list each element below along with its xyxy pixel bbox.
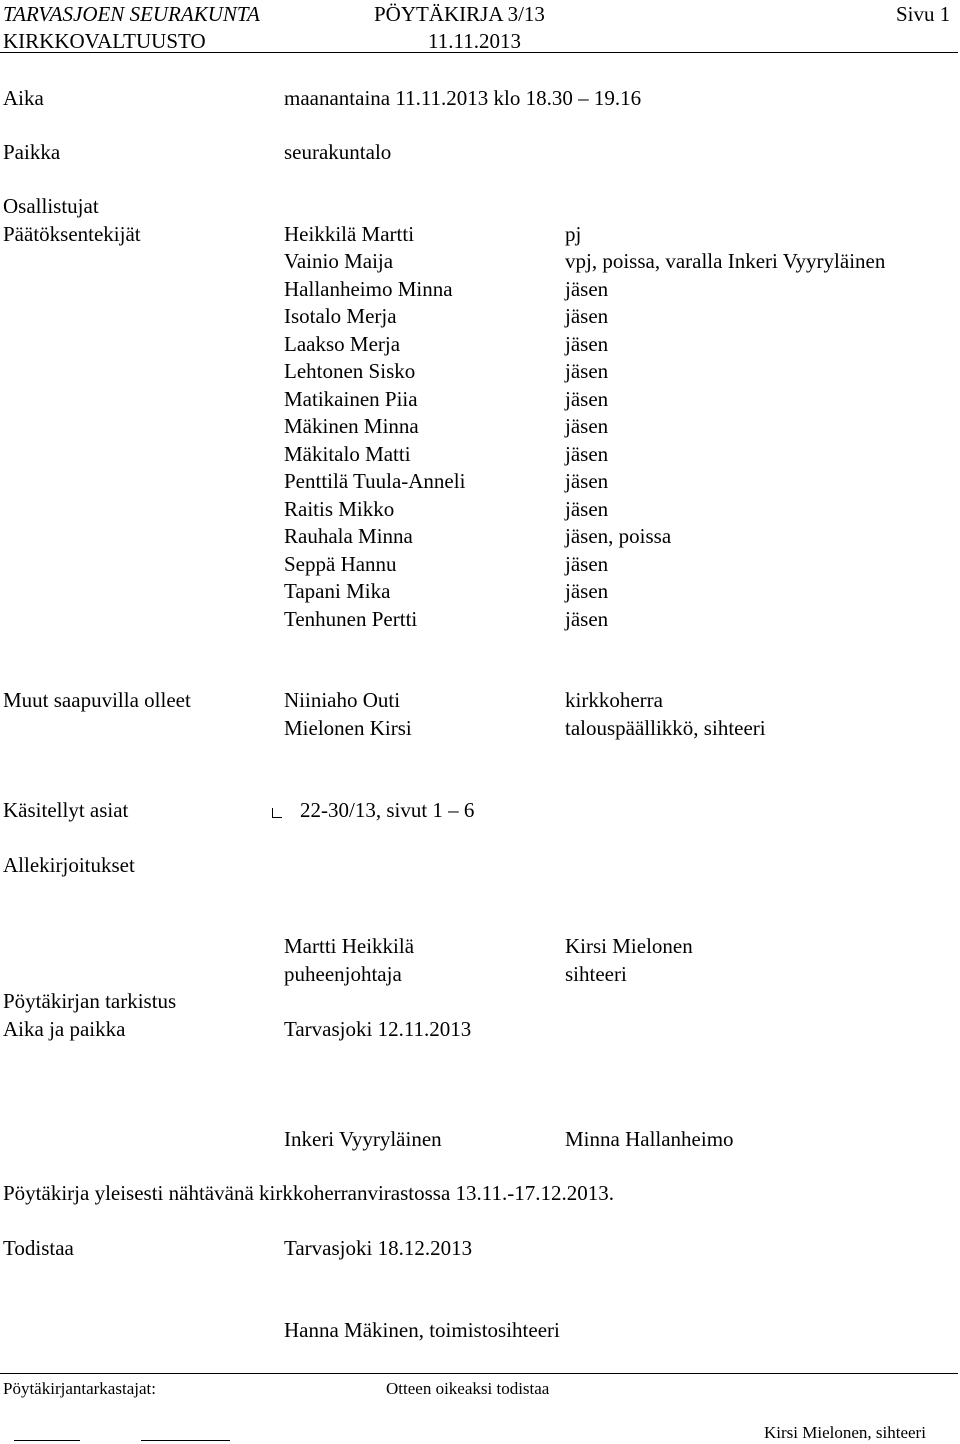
document-type: PÖYTÄKIRJA 3/13	[374, 2, 545, 26]
certified-label: Otteen oikeaksi todistaa	[386, 1379, 550, 1398]
member-role: jäsen, poissa	[565, 524, 672, 548]
member-role: jäsen	[565, 607, 609, 631]
member-role: jäsen	[565, 579, 609, 603]
todistaa-value: Tarvasjoki 18.12.2013	[284, 1236, 473, 1260]
member-role: jäsen	[565, 387, 609, 411]
nahtavana-text: Pöytäkirja yleisesti nähtävänä kirkkoherranvirastossa 13.11.-17.12.2013.	[3, 1181, 614, 1205]
member-name: Tenhunen Pertti	[284, 607, 418, 631]
member-name: Mäkinen Minna	[284, 414, 419, 438]
other-name: Niiniaho Outi	[284, 688, 401, 712]
checker-signature-line	[141, 1440, 230, 1441]
secretary-title: sihteeri	[565, 962, 627, 986]
osallistujat-label: Osallistujat	[3, 194, 99, 218]
checker-name: Inkeri Vyyryläinen	[284, 1127, 442, 1151]
paikka-value: seurakuntalo	[284, 140, 392, 164]
member-name: Raitis Mikko	[284, 497, 395, 521]
member-role: jäsen	[565, 304, 609, 328]
certified-by: Kirsi Mielonen, sihteeri	[764, 1423, 926, 1442]
chair-title: puheenjohtaja	[284, 962, 402, 986]
member-role: jäsen	[565, 469, 609, 493]
aika-value: maanantaina 11.11.2013 klo 18.30 – 19.16	[284, 86, 642, 110]
tarkistus-aika-label: Aika ja paikka	[3, 1017, 126, 1041]
member-name: Rauhala Minna	[284, 524, 413, 548]
kasitellyt-value: 22-30/13, sivut 1 – 6	[300, 798, 475, 822]
tab-marker-icon	[272, 808, 282, 818]
checkers-label: Pöytäkirjantarkastajat:	[3, 1379, 156, 1398]
member-name: Lehtonen Sisko	[284, 359, 416, 383]
other-role: talouspäällikkö, sihteeri	[565, 716, 766, 740]
member-role: jäsen	[565, 497, 609, 521]
member-role: jäsen	[565, 277, 609, 301]
checker-name: Minna Hallanheimo	[565, 1127, 734, 1151]
member-name: Mäkitalo Matti	[284, 442, 411, 466]
member-name: Isotalo Merja	[284, 304, 397, 328]
todistaa-signer: Hanna Mäkinen, toimistosihteeri	[284, 1318, 560, 1342]
chair-name: Martti Heikkilä	[284, 934, 415, 958]
member-name: Hallanheimo Minna	[284, 277, 453, 301]
member-role: jäsen	[565, 442, 609, 466]
tarkistus-label: Pöytäkirjan tarkistus	[3, 989, 177, 1013]
member-role: jäsen	[565, 552, 609, 576]
member-role: jäsen	[565, 414, 609, 438]
allekirjoitukset-label: Allekirjoitukset	[3, 853, 135, 877]
header-divider	[0, 52, 958, 53]
member-role: vpj, poissa, varalla Inkeri Vyyryläinen	[565, 249, 886, 273]
org-name: TARVASJOEN SEURAKUNTA	[3, 2, 260, 26]
member-name: Laakso Merja	[284, 332, 401, 356]
checker-signature-line	[14, 1440, 80, 1441]
tarkistus-aika-value: Tarvasjoki 12.11.2013	[284, 1017, 472, 1041]
member-role: jäsen	[565, 359, 609, 383]
paatoksentekijat-label: Päätöksentekijät	[3, 222, 141, 246]
header-date: 11.11.2013	[428, 29, 521, 53]
member-name: Heikkilä Martti	[284, 222, 415, 246]
body-name: KIRKKOVALTUUSTO	[3, 29, 206, 53]
todistaa-label: Todistaa	[3, 1236, 74, 1260]
aika-label: Aika	[3, 86, 44, 110]
member-name: Vainio Maija	[284, 249, 394, 273]
member-name: Penttilä Tuula-Anneli	[284, 469, 466, 493]
other-name: Mielonen Kirsi	[284, 716, 412, 740]
secretary-name: Kirsi Mielonen	[565, 934, 693, 958]
member-name: Tapani Mika	[284, 579, 391, 603]
member-name: Matikainen Piia	[284, 387, 418, 411]
paikka-label: Paikka	[3, 140, 61, 164]
others-label: Muut saapuvilla olleet	[3, 688, 191, 712]
page-number: Sivu 1	[896, 2, 951, 26]
member-name: Seppä Hannu	[284, 552, 397, 576]
member-role: pj	[565, 222, 582, 246]
kasitellyt-label: Käsitellyt asiat	[3, 798, 129, 822]
other-role: kirkkoherra	[565, 688, 663, 712]
footer-divider	[0, 1373, 958, 1374]
member-role: jäsen	[565, 332, 609, 356]
